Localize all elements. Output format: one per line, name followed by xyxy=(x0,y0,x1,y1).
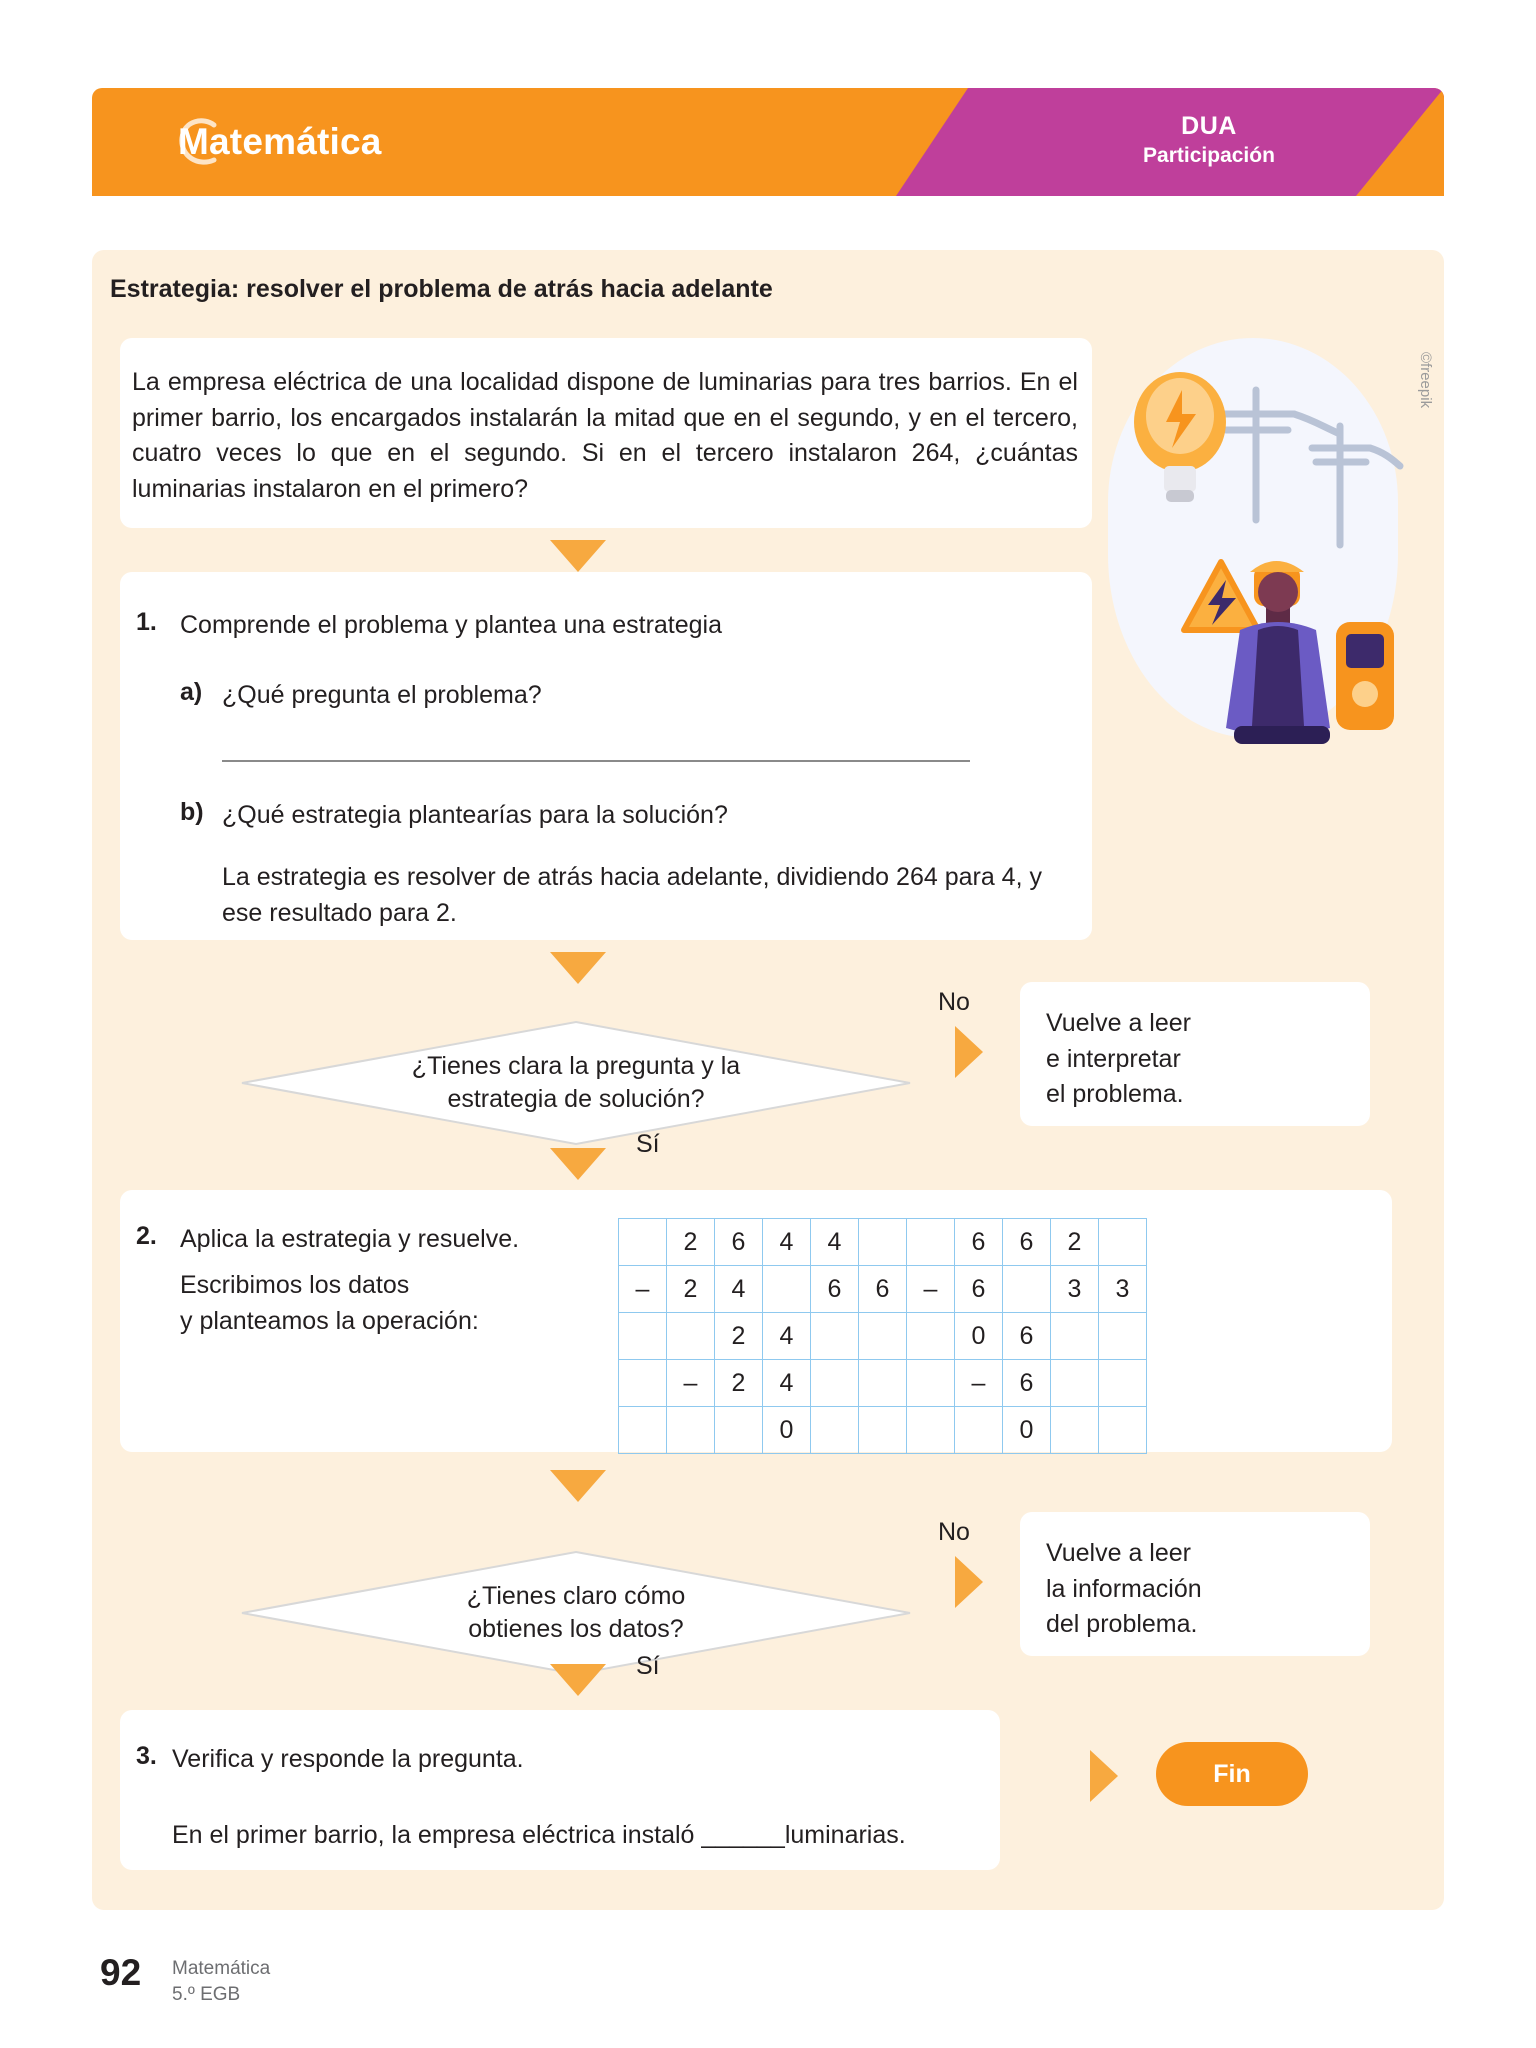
cell-2-3: 4 xyxy=(763,1313,811,1360)
cell-0-2: 6 xyxy=(715,1219,763,1266)
cell-2-4 xyxy=(811,1313,859,1360)
cell-2-9 xyxy=(1051,1313,1099,1360)
decision1-yes-label: Sí xyxy=(636,1130,660,1158)
cell-1-2: 4 xyxy=(715,1266,763,1313)
table-row xyxy=(619,1219,1147,1266)
cell-1-5: 6 xyxy=(859,1266,907,1313)
cell-2-8: 6 xyxy=(1003,1313,1051,1360)
electrician-illustration xyxy=(1108,330,1408,758)
cell-2-2: 2 xyxy=(715,1313,763,1360)
subject-title-wrap xyxy=(178,88,382,196)
cell-3-8: 6 xyxy=(1003,1360,1051,1407)
cell-1-1: 2 xyxy=(667,1266,715,1313)
decision2-diamond xyxy=(240,1550,912,1676)
cell-0-10 xyxy=(1099,1219,1147,1266)
cell-1-8 xyxy=(1003,1266,1051,1313)
decision1-line2: estrategia de solución? xyxy=(447,1085,705,1113)
flow-arrow-right-1 xyxy=(955,1026,983,1078)
decision1-no-line3: el problema. xyxy=(1046,1080,1184,1108)
step3-answer-prefix: En el primer barrio, la empresa eléctrica instaló xyxy=(172,1821,702,1849)
decision1-label xyxy=(240,1020,912,1146)
decision2-line2: obtienes los datos? xyxy=(468,1615,684,1643)
step2-subtitle-line2: y planteamos la operación: xyxy=(180,1306,479,1335)
cell-4-6 xyxy=(907,1407,955,1454)
cell-1-10: 3 xyxy=(1099,1266,1147,1313)
cell-3-1: – xyxy=(667,1360,715,1407)
decision2-no-line2: la información xyxy=(1046,1574,1202,1603)
cell-3-10 xyxy=(1099,1360,1147,1407)
cell-4-10 xyxy=(1099,1407,1147,1454)
cell-0-7: 6 xyxy=(955,1219,1003,1266)
page-header xyxy=(92,88,1444,196)
cell-3-9 xyxy=(1051,1360,1099,1407)
cell-3-4 xyxy=(811,1360,859,1407)
problem-statement: La empresa eléctrica de una localidad dispone de luminarias para tres barrios. En el primer barrio, los encargados instalarán la mitad que en el segundo, y en el tercero, cuatro veces lo que en el segundo. Si en el tercero instalaron 264, ¿cuántas luminarias instalaron en el primero? xyxy=(132,368,1078,503)
page-number: 92 xyxy=(100,1952,142,1993)
decision1-no-line1: Vuelve a leer xyxy=(1046,1009,1191,1037)
cell-3-0 xyxy=(619,1360,667,1407)
footer-line2: 5.º EGB xyxy=(172,1984,241,2006)
decision2-line1: ¿Tienes claro cómo xyxy=(466,1582,686,1610)
step1-a-label: a) xyxy=(180,678,203,706)
decision2-yes-label: Sí xyxy=(636,1652,660,1680)
step1-b-label: b) xyxy=(180,798,204,826)
operation-grid[interactable] xyxy=(618,1218,1147,1454)
cell-0-9: 2 xyxy=(1051,1219,1099,1266)
decision1-line1: ¿Tienes clara la pregunta y la xyxy=(411,1052,741,1080)
operation-grid-wrap xyxy=(618,1218,1147,1454)
cell-2-6 xyxy=(907,1313,955,1360)
dua-subtitle: Participación xyxy=(1143,144,1275,167)
step2-number: 2. xyxy=(136,1222,157,1250)
decision1-no-label: No xyxy=(938,988,970,1016)
cell-0-4: 4 xyxy=(811,1219,859,1266)
answer-write-line[interactable] xyxy=(222,760,970,762)
cell-4-4 xyxy=(811,1407,859,1454)
cell-1-7: 6 xyxy=(955,1266,1003,1313)
step2-title: Aplica la estrategia y resuelve. xyxy=(180,1225,520,1253)
cell-0-1: 2 xyxy=(667,1219,715,1266)
cell-4-3: 0 xyxy=(763,1407,811,1454)
step1-b-answer: La estrategia es resolver de atrás hacia adelante, dividiendo 264 para 4, y ese resultado para 2. xyxy=(222,863,1042,927)
dua-text-block xyxy=(974,112,1444,168)
cell-3-3: 4 xyxy=(763,1360,811,1407)
decision2-no-label: No xyxy=(938,1518,970,1546)
flow-arrow-down-3 xyxy=(550,1148,606,1180)
decision2-label xyxy=(240,1550,912,1676)
decision2-no-action xyxy=(1046,1536,1202,1643)
cell-4-0 xyxy=(619,1407,667,1454)
step2-subtitle xyxy=(180,1268,510,1339)
dua-title: DUA xyxy=(1181,112,1237,140)
step3-answer-sentence[interactable] xyxy=(172,1818,1002,1854)
step3-answer-blank[interactable]: ______ xyxy=(701,1821,785,1849)
cell-1-0: – xyxy=(619,1266,667,1313)
cell-1-9: 3 xyxy=(1051,1266,1099,1313)
decision1-no-action xyxy=(1046,1006,1191,1113)
flow-arrow-down-4 xyxy=(550,1470,606,1502)
cell-3-7: – xyxy=(955,1360,1003,1407)
cell-3-6 xyxy=(907,1360,955,1407)
decision1-no-line2: e interpretar xyxy=(1046,1044,1181,1073)
cell-2-7: 0 xyxy=(955,1313,1003,1360)
cell-2-0 xyxy=(619,1313,667,1360)
decision2-no-line3: del problema. xyxy=(1046,1610,1198,1638)
decision1-diamond xyxy=(240,1020,912,1146)
flow-arrow-down-5 xyxy=(550,1664,606,1696)
cell-0-8: 6 xyxy=(1003,1219,1051,1266)
step1-title: Comprende el problema y plantea una estrategia xyxy=(180,611,723,639)
cell-3-2: 2 xyxy=(715,1360,763,1407)
step3-title: Verifica y responde la pregunta. xyxy=(172,1745,524,1773)
cell-0-3: 4 xyxy=(763,1219,811,1266)
cell-1-6: – xyxy=(907,1266,955,1313)
cell-2-1 xyxy=(667,1313,715,1360)
cell-0-5 xyxy=(859,1219,907,1266)
cell-2-5 xyxy=(859,1313,907,1360)
flow-arrow-down-1 xyxy=(550,540,606,572)
strategy-title: Estrategia: resolver el problema de atrás hacia adelante xyxy=(110,275,773,303)
end-label: Fin xyxy=(1213,1759,1251,1788)
cell-4-1 xyxy=(667,1407,715,1454)
flow-arrow-right-2 xyxy=(955,1556,983,1608)
cell-2-10 xyxy=(1099,1313,1147,1360)
cell-4-8: 0 xyxy=(1003,1407,1051,1454)
footer-line1: Matemática xyxy=(172,1958,271,1979)
step3-answer-suffix: luminarias. xyxy=(784,1821,906,1849)
table-row xyxy=(619,1266,1147,1313)
flow-arrow-right-3 xyxy=(1090,1750,1118,1802)
cell-0-6 xyxy=(907,1219,955,1266)
cell-4-7 xyxy=(955,1407,1003,1454)
image-credit: ©freepik xyxy=(1417,352,1434,409)
table-row xyxy=(619,1407,1147,1454)
step1-number: 1. xyxy=(136,608,157,636)
subject-title: Matemática xyxy=(178,121,382,162)
step3-number: 3. xyxy=(136,1742,157,1770)
cell-4-9 xyxy=(1051,1407,1099,1454)
table-row xyxy=(619,1360,1147,1407)
step2-subtitle-line1: Escribimos los datos xyxy=(180,1271,410,1299)
decision2-no-line1: Vuelve a leer xyxy=(1046,1539,1191,1567)
flow-arrow-down-2 xyxy=(550,952,606,984)
cell-1-4: 6 xyxy=(811,1266,859,1313)
table-row xyxy=(619,1313,1147,1360)
cell-1-3 xyxy=(763,1266,811,1313)
footer-text xyxy=(172,1956,270,2008)
cell-3-5 xyxy=(859,1360,907,1407)
cell-0-0 xyxy=(619,1219,667,1266)
step1-b-question: ¿Qué estrategia plantearías para la solución? xyxy=(222,801,728,829)
cell-4-2 xyxy=(715,1407,763,1454)
cell-4-5 xyxy=(859,1407,907,1454)
end-badge xyxy=(1156,1742,1308,1806)
step1-a-question: ¿Qué pregunta el problema? xyxy=(222,681,542,709)
